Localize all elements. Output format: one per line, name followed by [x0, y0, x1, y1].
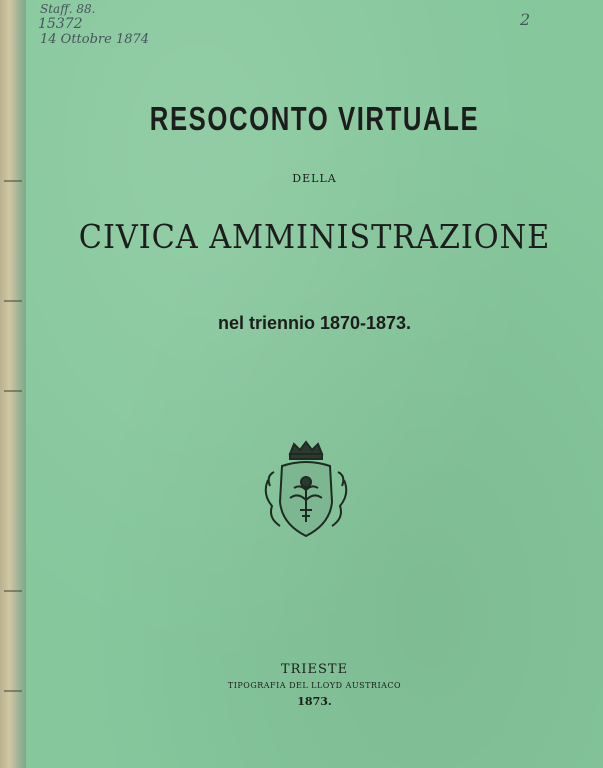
spine-mark: [4, 300, 22, 302]
spine-mark: [4, 390, 22, 392]
subtitle-period: nel triennio 1870-1873.: [217, 313, 412, 333]
title-connector: DELLA: [292, 172, 337, 185]
handwritten-date: 14 Ottobre 1874: [40, 32, 150, 47]
spine-mark: [4, 690, 22, 692]
handwritten-inventory-number: 15372: [38, 16, 83, 32]
handwritten-shelf-note: Staff. 88.: [40, 2, 96, 16]
handwritten-corner-number: 2: [520, 10, 531, 29]
title-line-1: RESOCONTO VIRTUALE: [149, 100, 480, 137]
imprint-printer: TIPOGRAFIA DEL LLOYD AUSTRIACO: [227, 681, 402, 690]
title-line-2: CIVICA AMMINISTRAZIONE: [78, 217, 551, 256]
book-spine: [0, 0, 26, 768]
imprint-city: TRIESTE: [280, 662, 349, 677]
spine-mark: [4, 590, 22, 592]
spine-mark: [4, 180, 22, 182]
imprint-year: 1873.: [297, 695, 332, 708]
coat-of-arms-icon: [260, 440, 352, 542]
